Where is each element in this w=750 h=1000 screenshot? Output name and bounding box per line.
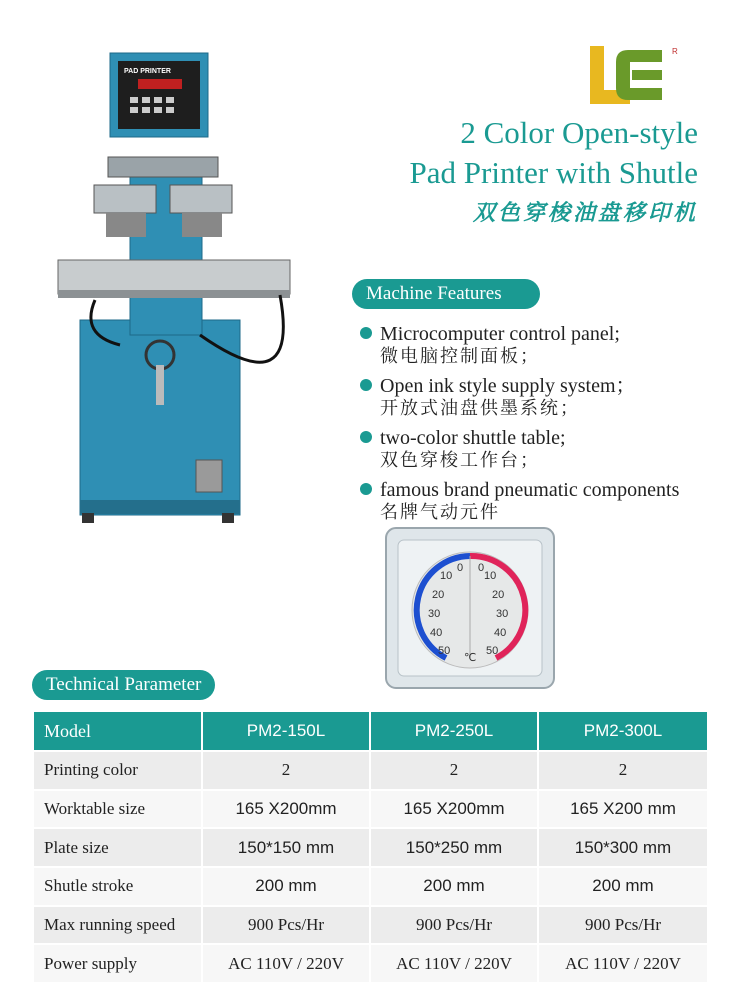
feature-item: [360, 426, 740, 472]
feature-en: Open ink style supply system；: [380, 375, 636, 397]
table-row: [34, 828, 708, 867]
column-header-pm2-250l: PM2-250L: [370, 712, 538, 751]
table-cell: AC 110V / 220V: [202, 944, 370, 982]
table-cell: 900 Pcs/Hr: [538, 906, 708, 945]
gauge-scale-right: 20: [492, 589, 505, 601]
table-cell: 2: [538, 751, 708, 790]
gauge-scale-left: 10: [440, 570, 453, 582]
table-cell: 165 X200mm: [370, 790, 538, 829]
brand-logo: [588, 44, 680, 108]
bullet-icon: [360, 431, 372, 443]
column-header-model: Model: [34, 712, 202, 751]
column-header-pm2-300l: PM2-300L: [538, 712, 708, 751]
table-cell: 150*250 mm: [370, 828, 538, 867]
table-row: [34, 751, 708, 790]
table-cell: 200 mm: [538, 867, 708, 906]
features-list: [360, 322, 740, 530]
pad-printer-machine-image: [50, 45, 310, 530]
gauge-scale-right: 50: [486, 645, 499, 657]
table-cell: AC 110V / 220V: [370, 944, 538, 982]
table-header-row: [34, 712, 708, 751]
table-cell: 900 Pcs/Hr: [370, 906, 538, 945]
machine-panel-label: PAD PRINTER: [124, 68, 171, 75]
table-cell: 165 X200mm: [202, 790, 370, 829]
table-cell: 2: [202, 751, 370, 790]
gauge-scale-right: 40: [494, 627, 507, 639]
gauge-unit: ℃: [464, 651, 477, 664]
product-title-line2: Pad Printer with Shutle: [409, 155, 698, 190]
technical-parameter-heading: Technical Parameter: [32, 670, 215, 700]
feature-cn: 开放式油盘供墨系统；: [380, 398, 580, 419]
table-cell: 2: [370, 751, 538, 790]
row-label: Shutle stroke: [34, 867, 202, 906]
table-cell: AC 110V / 220V: [538, 944, 708, 982]
product-title-line1: 2 Color Open-style: [460, 115, 698, 150]
machine-features-heading: Machine Features: [352, 279, 540, 309]
feature-cn: 名牌气动元件: [380, 502, 500, 523]
bullet-icon: [360, 483, 372, 495]
gauge-zero: 0: [457, 562, 464, 574]
row-label: Printing color: [34, 751, 202, 790]
table-cell: 165 X200 mm: [538, 790, 708, 829]
table-cell: 200 mm: [202, 867, 370, 906]
table-row: [34, 944, 708, 982]
row-label: Power supply: [34, 944, 202, 982]
table-cell: 150*150 mm: [202, 828, 370, 867]
feature-cn: 双色穿梭工作台；: [380, 450, 540, 471]
feature-item: [360, 374, 740, 420]
gauge-scale-left: 40: [430, 627, 443, 639]
table-cell: 900 Pcs/Hr: [202, 906, 370, 945]
row-label: Worktable size: [34, 790, 202, 829]
table-cell: 150*300 mm: [538, 828, 708, 867]
temperature-gauge-image: [384, 526, 556, 690]
table-row: [34, 906, 708, 945]
table-row: [34, 867, 708, 906]
feature-item: [360, 478, 740, 524]
technical-parameter-table: [34, 712, 709, 982]
feature-cn: 微电脑控制面板；: [380, 346, 540, 367]
gauge-scale-right: 30: [496, 608, 509, 620]
table-row: [34, 790, 708, 829]
feature-en: Microcomputer control panel;: [380, 323, 620, 345]
gauge-scale-left: 30: [428, 608, 441, 620]
gauge-scale-left: 50: [438, 645, 451, 657]
feature-item: [360, 322, 740, 368]
product-title-chinese: 双色穿梭油盘移印机: [472, 201, 698, 226]
gauge-scale-right: 10: [484, 570, 497, 582]
gauge-scale-left: 20: [432, 589, 445, 601]
bullet-icon: [360, 379, 372, 391]
registered-mark: R: [672, 47, 678, 56]
table-cell: 200 mm: [370, 867, 538, 906]
bullet-icon: [360, 327, 372, 339]
feature-en: two-color shuttle table;: [380, 427, 566, 449]
gauge-zero: 0: [478, 562, 485, 574]
feature-en: famous brand pneumatic components: [380, 479, 680, 501]
row-label: Plate size: [34, 828, 202, 867]
column-header-pm2-150l: PM2-150L: [202, 712, 370, 751]
row-label: Max running speed: [34, 906, 202, 945]
